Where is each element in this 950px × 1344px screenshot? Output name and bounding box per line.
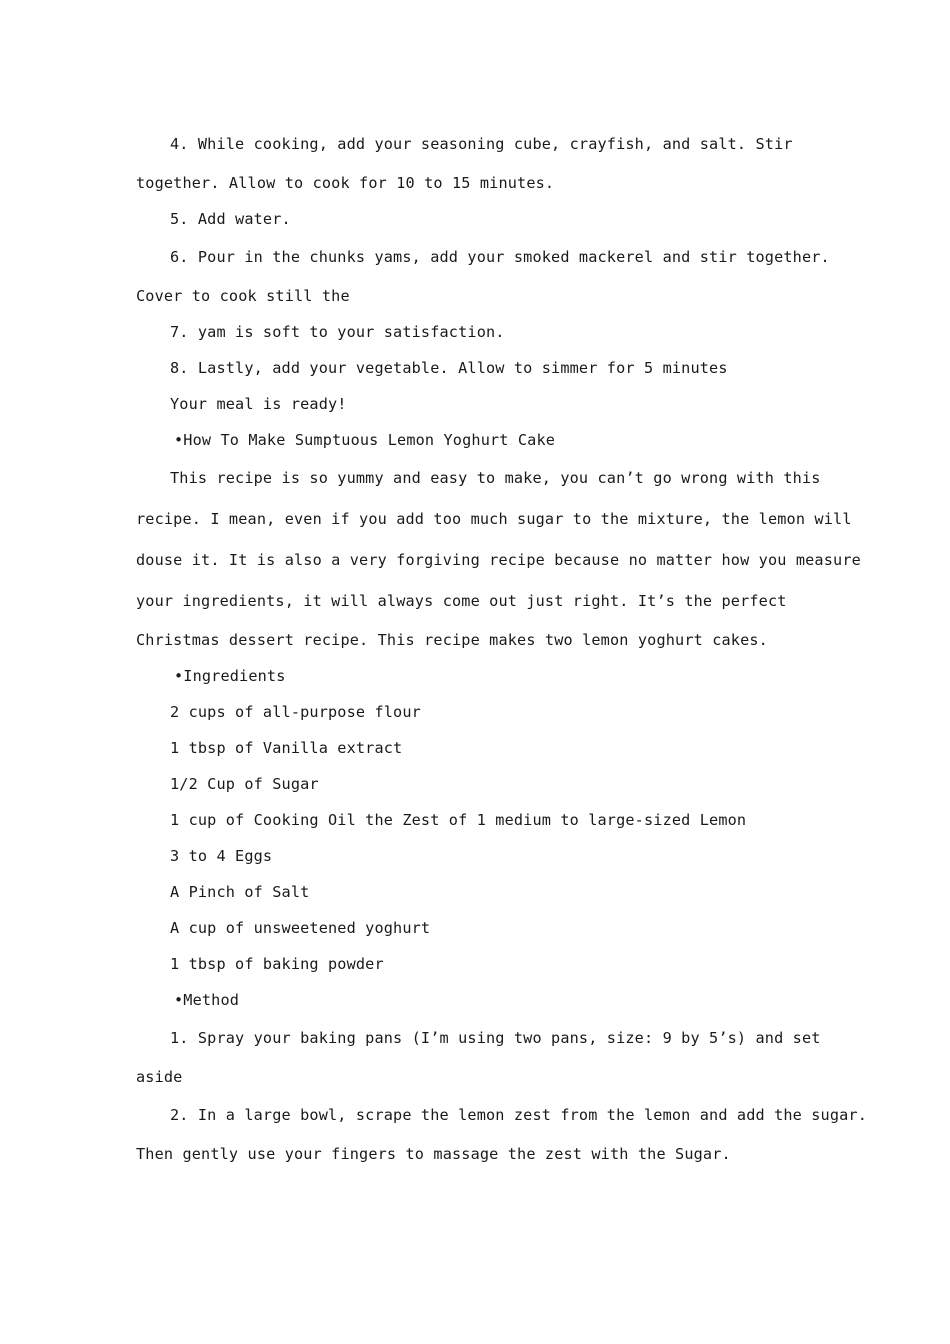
text-line: 2. In a large bowl, scrape the lemon zest from the lemon and add the sugar.: [170, 1106, 868, 1124]
ingredient-item: 1/2 Cup of Sugar: [170, 775, 319, 793]
text-line: 4. While cooking, add your seasoning cube, crayfish, and salt. Stir: [170, 135, 793, 153]
method-step-1: [136, 1018, 821, 1095]
method-step-2: [136, 1095, 868, 1172]
section-heading-method: [136, 982, 808, 1018]
text-line: 1. Spray your baking pans (I’m using two pans, size: 9 by 5’s) and set: [170, 1029, 821, 1047]
meal-ready-paragraph: Your meal is ready!: [170, 395, 347, 413]
text-line: together. Allow to cook for 10 to 15 minutes.: [136, 174, 555, 192]
ingredient-item: A cup of unsweetened yoghurt: [170, 919, 431, 937]
step-4-paragraph: [136, 124, 808, 201]
step-7-paragraph: 7. yam is soft to your satisfaction.: [170, 323, 505, 341]
intro-paragraph: [136, 458, 861, 658]
text-line: aside: [136, 1068, 183, 1086]
ingredient-item: 1 tbsp of baking powder: [170, 955, 384, 973]
text-line: recipe. I mean, even if you add too much sugar to the mixture, the lemon will: [136, 510, 852, 528]
heading-text: •How To Make Sumptuous Lemon Yoghurt Cake: [174, 431, 556, 449]
text-line: Christmas dessert recipe. This recipe makes two lemon yoghurt cakes.: [136, 631, 768, 649]
text-line: douse it. It is also a very forgiving recipe because no matter how you measure: [136, 551, 861, 569]
ingredient-item: A Pinch of Salt: [170, 883, 310, 901]
step-8-paragraph: 8. Lastly, add your vegetable. Allow to simmer for 5 minutes: [170, 359, 728, 377]
section-heading-lemon-cake: [136, 422, 808, 458]
text-line: Cover to cook still the: [136, 287, 350, 305]
heading-text: •Ingredients: [174, 667, 286, 685]
ingredient-item: 2 cups of all-purpose flour: [170, 703, 421, 721]
step-5-paragraph: 5. Add water.: [170, 210, 291, 228]
text-line: your ingredients, it will always come out just right. It’s the perfect: [136, 592, 787, 610]
ingredient-item: 3 to 4 Eggs: [170, 847, 273, 865]
heading-text: •Method: [174, 991, 240, 1009]
step-6-paragraph: [136, 237, 830, 314]
document-page: [136, 124, 868, 1172]
text-line: Then gently use your fingers to massage the zest with the Sugar.: [136, 1145, 731, 1163]
section-heading-ingredients: [136, 658, 808, 694]
text-line: This recipe is so yummy and easy to make, you can’t go wrong with this: [170, 469, 821, 487]
ingredient-item: 1 cup of Cooking Oil the Zest of 1 medium to large-sized Lemon: [170, 811, 747, 829]
ingredient-item: 1 tbsp of Vanilla extract: [170, 739, 403, 757]
text-line: 6. Pour in the chunks yams, add your smoked mackerel and stir together.: [170, 248, 830, 266]
